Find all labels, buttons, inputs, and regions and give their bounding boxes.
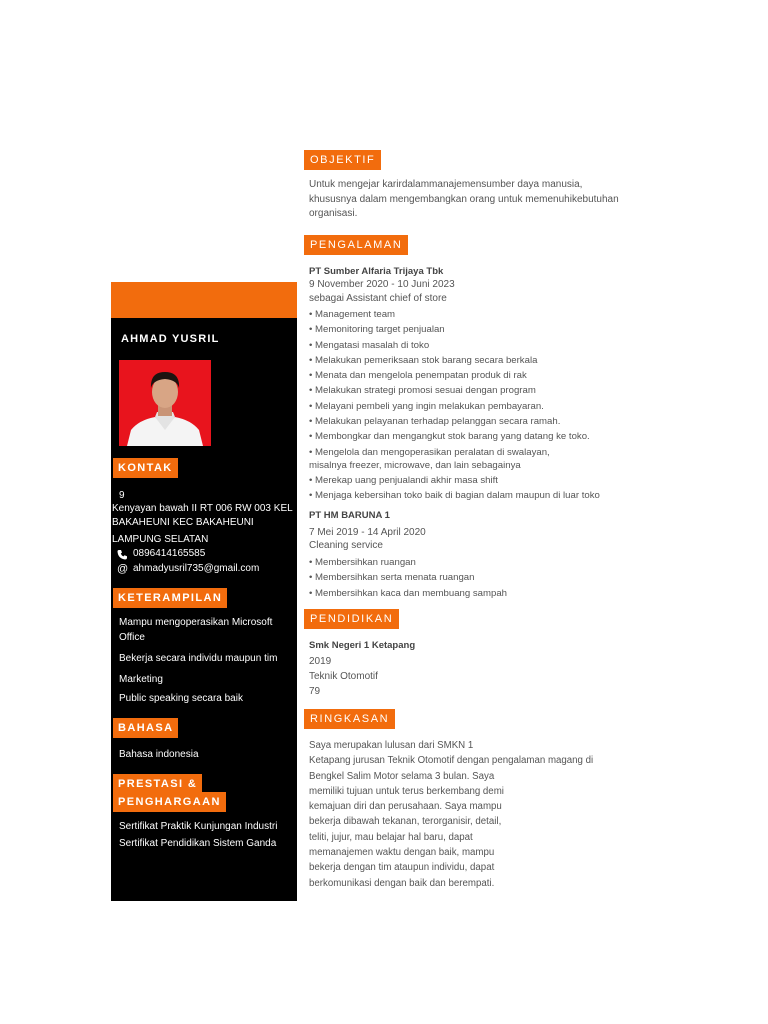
summary-heading: RINGKASAN	[304, 709, 395, 729]
experience-heading: PENGALAMAN	[304, 235, 408, 255]
person-portrait-icon	[119, 360, 211, 446]
location-icon: 9	[119, 490, 125, 501]
list-item: • Membersihkan ruangan	[309, 555, 507, 570]
school-name: Smk Negeri 1 Ketapang	[309, 640, 416, 651]
sidebar-accent-band	[111, 282, 297, 318]
summary-line: bekerja dengan tim ataupun individu, dapat	[309, 862, 495, 874]
list-item: • Mengelola dan mengoperasikan peralatan di swalayan,	[309, 445, 590, 460]
job-duties-list	[309, 307, 590, 460]
list-item: • Merekap uang penjualandi akhir masa shift	[309, 473, 600, 488]
education-heading: PENDIDIKAN	[304, 609, 399, 629]
job-period: 7 Mei 2019 - 14 April 2020	[309, 527, 426, 538]
list-item: • Menjaga kebersihan toko baik di bagian dalam maupun di luar toko	[309, 488, 600, 503]
skill-item: Mampu mengoperasikan Microsoft	[119, 617, 273, 628]
summary-line: Saya merupakan lulusan dari SMKN 1	[309, 740, 474, 751]
phone-icon	[117, 547, 127, 559]
list-item: • Membersihkan kaca dan membuang sampah	[309, 586, 507, 601]
skill-item: Marketing	[119, 674, 163, 685]
job-duties-list-continued	[309, 473, 600, 504]
list-item: • Melakukan strategi promosi sesuai dengan program	[309, 383, 590, 398]
award-item: Sertifikat Praktik Kunjungan Industri	[119, 821, 278, 832]
summary-line: Ketapang jurusan Teknik Otomotif dengan pengalaman magang di	[309, 755, 594, 767]
list-item: • Membersihkan serta menata ruangan	[309, 570, 507, 585]
list-item: • Menata dan mengelola penempatan produk di rak	[309, 368, 590, 383]
job-role: sebagai Assistant chief of store	[309, 293, 447, 304]
address-line-1: Kenyayan bawah II RT 006 RW 003 KEL	[112, 503, 293, 514]
list-item: • Mengatasi masalah di toko	[309, 338, 590, 353]
skill-item: Public speaking secara baik	[119, 693, 243, 704]
skills-heading: KETERAMPILAN	[113, 588, 227, 608]
graduation-year: 2019	[309, 656, 332, 667]
study-major: Teknik Otomotif	[309, 671, 378, 682]
objective-line: organisasi.	[309, 208, 358, 219]
job-period: 9 November 2020 - 10 Juni 2023	[309, 279, 455, 290]
skill-item: Bekerja secara individu maupun tim	[119, 653, 278, 664]
summary-line: teliti, jujur, mau belajar hal baru, dapat	[309, 831, 473, 843]
job-role: Cleaning service	[309, 540, 383, 551]
objective-line: khususnya dalam mengembangkan orang untuk memenuhikebutuhan	[309, 193, 619, 205]
list-item: • Membongkar dan mengangkut stok barang yang datang ke toko.	[309, 429, 590, 444]
list-item: • Melayani pembeli yang ingin melakukan pembayaran.	[309, 399, 590, 414]
contact-heading: KONTAK	[113, 458, 178, 478]
summary-line: berkomunikasi dengan baik dan berempati.	[309, 877, 495, 889]
duty-continuation: misalnya freezer, microwave, dan lain sebagainya	[309, 460, 521, 471]
profile-photo	[119, 360, 211, 446]
summary-line: kemajuan diri dan perusahaan. Saya mampu	[309, 801, 502, 813]
address-line-2: BAKAHEUNI KEC BAKAHEUNI	[112, 517, 254, 528]
final-score: 79	[309, 686, 321, 697]
summary-line: Bengkel Salim Motor selama 3 bulan. Saya	[309, 770, 495, 782]
job-company: PT Sumber Alfaria Trijaya Tbk	[309, 266, 444, 277]
job-company: PT HM BARUNA 1	[309, 510, 390, 521]
job-duties-list	[309, 555, 507, 601]
list-item: • Melakukan pemeriksaan stok barang secara berkala	[309, 353, 590, 368]
summary-line: bekerja dibawah tekanan, terorganisir, detail,	[309, 816, 502, 828]
awards-heading-line-1: PRESTASI &	[113, 774, 202, 794]
language-item: Bahasa indonesia	[119, 749, 199, 760]
awards-heading-line-2: PENGHARGAAN	[113, 792, 226, 812]
list-item: • Management team	[309, 307, 590, 322]
objective-text	[309, 178, 619, 222]
list-item: • Memonitoring target penjualan	[309, 322, 590, 337]
skill-item: Office	[119, 632, 145, 643]
objective-heading: OBJEKTIF	[304, 150, 381, 170]
summary-text	[309, 738, 593, 891]
objective-line: Untuk mengejar karirdalammanajemensumber daya manusia,	[309, 179, 583, 190]
summary-line: memanajemen waktu dengan baik, mampu	[309, 847, 495, 859]
award-item: Sertifikat Pendidikan Sistem Ganda	[119, 838, 277, 849]
list-item: • Melakukan pelayanan terhadap pelanggan secara ramah.	[309, 414, 590, 429]
summary-line: memiliki tujuan untuk terus berkembang demi	[309, 785, 504, 797]
email-icon: @	[117, 563, 129, 575]
phone-number: 0896414165585	[133, 548, 206, 559]
languages-heading: BAHASA	[113, 718, 178, 738]
address-line-3: LAMPUNG SELATAN	[112, 534, 209, 545]
profile-name: AHMAD YUSRIL	[121, 333, 220, 345]
email-address: ahmadyusril735@gmail.com	[133, 563, 260, 574]
